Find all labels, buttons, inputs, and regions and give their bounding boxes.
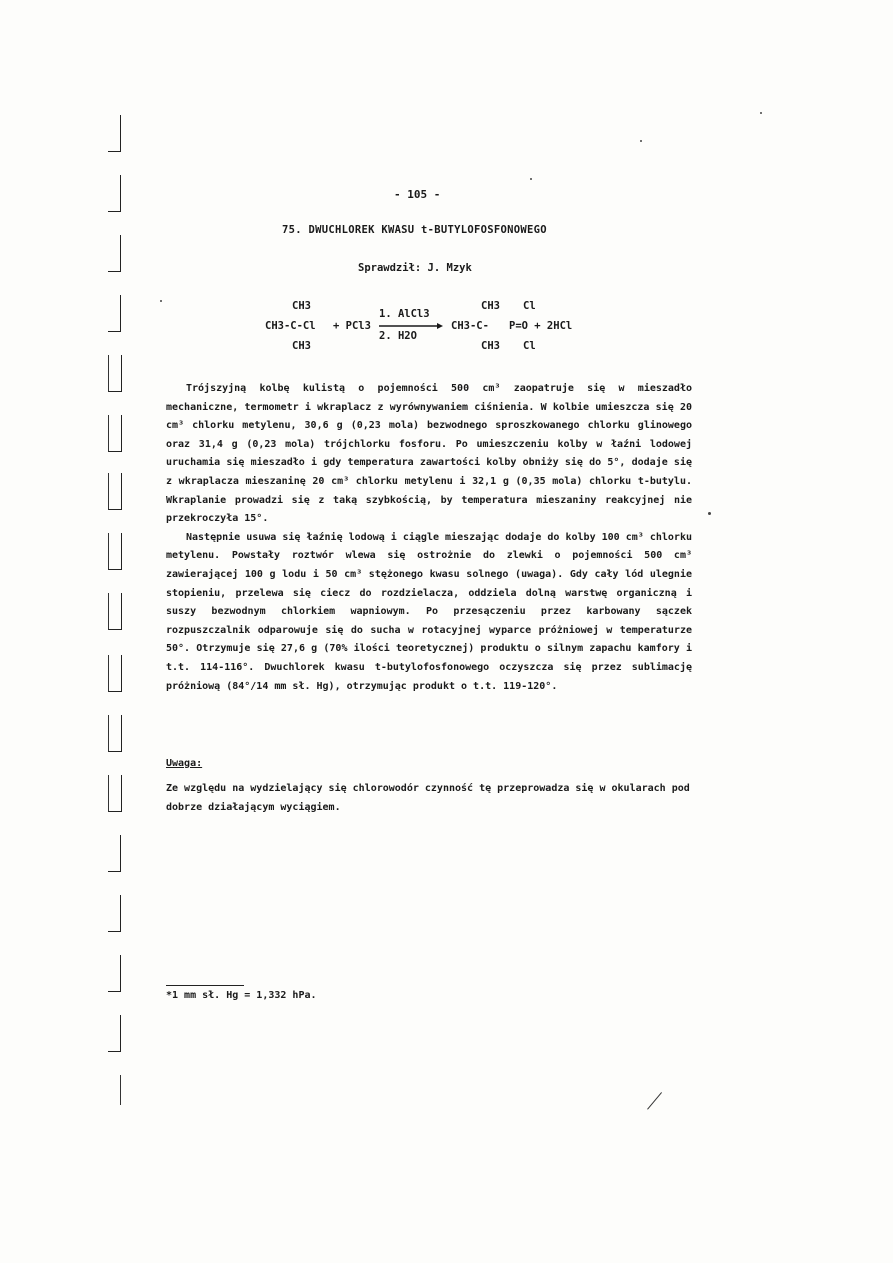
scan-speck	[530, 178, 532, 180]
paragraph: Trójszyjną kolbę kulistą o pojemności 500 cm³ zaopatruje się w mieszadło mechaniczne, termometr i wkraplacz z wyrównywaniem ciśnienia. W kolbie umieszcza się 20 cm³ chlorku metylenu, 30,6 g (0,23 mola) bezwodnego sproszkowanego chlorku glinowego oraz 31,4 g (0,23 mola) trójchlorku fosforu. Po umieszczeniu kolby w łaźni lodowej uruchamia się mieszadło i gdy temperatura zawartości kolby obniży się do 5°, dodaje się z wkraplacza mieszaninę 20 cm³ chlorku metylenu i 32,1 g (0,35 mola) chlorku t-butylu. Wkraplanie prowadzi się z taką szybkością, by temperatura mieszaniny reakcyjnej nie przekroczyła 15°.	[166, 383, 692, 525]
binding-mark	[108, 655, 122, 692]
scan-speck	[640, 140, 642, 142]
condition-1: 1. AlCl3	[379, 308, 430, 320]
binding-mark	[108, 175, 121, 212]
binding-mark	[108, 775, 122, 812]
reaction-scheme	[255, 296, 675, 358]
scan-speck	[708, 512, 711, 515]
product-phosphoryl: P=O + 2HCl	[509, 320, 573, 332]
reagent-pcl3: + PCl3	[333, 320, 371, 332]
pen-mark	[647, 1092, 662, 1110]
scan-speck	[160, 300, 162, 302]
product-top-group: CH3	[481, 300, 500, 312]
page-number: - 105 -	[394, 188, 441, 201]
reaction-arrow	[379, 323, 443, 329]
footnote-rule	[166, 985, 244, 986]
binding-mark	[108, 355, 122, 392]
page-title: 75. DWUCHLOREK KWASU t-BUTYLOFOSFONOWEGO	[282, 224, 547, 236]
note-label: Uwaga:	[166, 758, 203, 769]
binding-mark	[108, 835, 121, 872]
product-bottom-group: CH3	[481, 340, 500, 352]
product-main: CH3-C-	[451, 320, 489, 332]
condition-2: 2. H2O	[379, 330, 417, 342]
reactant-main: CH3-C-Cl	[265, 320, 316, 332]
binding-mark	[108, 1015, 121, 1052]
footnote: *1 mm sł. Hg = 1,332 hPa.	[166, 990, 317, 1001]
binding-mark	[108, 235, 121, 272]
scan-edge-mark	[120, 1075, 121, 1105]
paragraph: Następnie usuwa się łaźnię lodową i ciągle mieszając dodaje do kolby 100 cm³ chlorku metylenu. Powstały roztwór wlewa się ostrożnie do zlewki o pojemności 500 cm³ zawierającej 100 g lodu i 50 cm³ stężonego kwasu solnego (uwaga). Gdy cały lód ulegnie stopieniu, przelewa się ciecz do rozdzielacza, oddziela dolną warstwę organiczną i suszy bezwodnym chlorkiem wapniowym. Po przesączeniu przez karbowany sączek rozpuszczalnik odparowuje się do sucha w rotacyjnej wyparce próżniowej w temperaturze 50°. Otrzymuje się 27,6 g (70% ilości teoretycznej) produktu o silnym zapachu kamfory i t.t. 114-116°. Dwuchlorek kwasu t-butylofosfonowego oczyszcza się przez sublimację próżniową (84°/14 mm sł. Hg), otrzymując produkt o t.t. 119-120°.	[166, 531, 692, 692]
scan-speck	[760, 112, 762, 114]
binding-mark	[108, 955, 121, 992]
procedure-text	[166, 380, 692, 696]
binding-mark	[108, 115, 121, 152]
binding-mark	[108, 715, 122, 752]
reactant-bottom-group: CH3	[292, 340, 311, 352]
checked-by: Sprawdził: J. Mzyk	[358, 262, 472, 274]
product-cl-bottom: Cl	[523, 340, 536, 352]
binding-mark	[108, 473, 122, 510]
binding-mark	[108, 895, 121, 932]
binding-mark	[108, 295, 121, 332]
binding-mark	[108, 415, 122, 452]
binding-mark	[108, 593, 122, 630]
reactant-top-group: CH3	[292, 300, 311, 312]
note-text: Ze względu na wydzielający się chlorowodór czynność tę przeprowadza się w okularach pod dobrze działającym wyciągiem.	[166, 783, 690, 813]
binding-mark	[108, 533, 122, 570]
product-cl-top: Cl	[523, 300, 536, 312]
